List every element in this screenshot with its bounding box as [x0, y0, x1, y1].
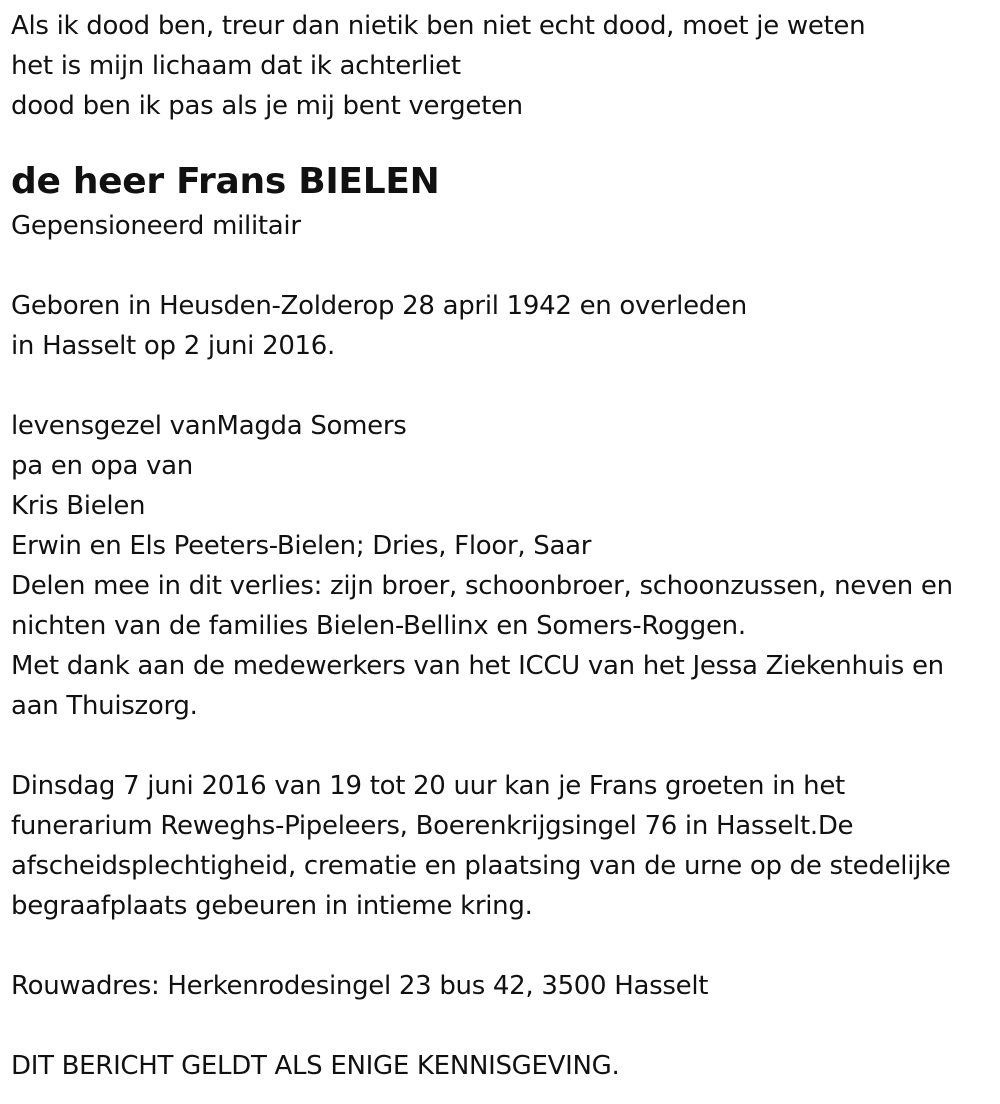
poem — [11, 6, 996, 126]
birth-death-line: Geboren in Heusden-Zolderop 28 april 1942 en overleden — [11, 291, 747, 321]
family-line: nichten van de families Bielen-Bellinx en Somers-Roggen. — [11, 611, 746, 641]
birth-death-line: in Hasselt op 2 juni 2016. — [11, 331, 336, 361]
spacer — [11, 246, 996, 286]
notice-statement: DIT BERICHT GELDT ALS ENIGE KENNISGEVING. — [11, 1051, 620, 1081]
ceremony-line: begraafplaats gebeuren in intieme kring. — [11, 891, 533, 921]
ceremony-line: funerarium Reweghs-Pipeleers, Boerenkrijgsingel 76 in Hasselt.De — [11, 811, 854, 841]
birth-death-section — [11, 286, 996, 366]
family-line: aan Thuiszorg. — [11, 691, 198, 721]
ceremony-line: afscheidsplechtigheid, crematie en plaatsing van de urne op de stedelijke — [11, 851, 951, 881]
obituary-notice — [11, 6, 996, 1086]
ceremony-line: Dinsdag 7 juni 2016 van 19 tot 20 uur kan je Frans groeten in het — [11, 771, 845, 801]
family-line: Erwin en Els Peeters-Bielen; Dries, Floor, Saar — [11, 531, 592, 561]
mourning-address: Rouwadres: Herkenrodesingel 23 bus 42, 3500 Hasselt — [11, 971, 709, 1001]
spacer — [11, 1006, 996, 1046]
family-line: Kris Bielen — [11, 491, 146, 521]
family-line: pa en opa van — [11, 451, 193, 481]
deceased-occupation: Gepensioneerd militair — [11, 211, 301, 241]
poem-line: dood ben ik pas als je mij bent vergeten — [11, 91, 523, 121]
ceremony-section — [11, 766, 996, 926]
family-line: levensgezel vanMagda Somers — [11, 411, 407, 441]
family-line: Delen mee in dit verlies: zijn broer, schoonbroer, schoonzussen, neven en — [11, 571, 953, 601]
family-section — [11, 406, 996, 726]
spacer — [11, 926, 996, 966]
deceased-name: de heer Frans BIELEN — [11, 161, 440, 202]
poem-line: het is mijn lichaam dat ik achterliet — [11, 51, 461, 81]
spacer — [11, 726, 996, 766]
spacer — [11, 366, 996, 406]
family-line: Met dank aan de medewerkers van het ICCU van het Jessa Ziekenhuis en — [11, 651, 944, 681]
poem-line: Als ik dood ben, treur dan nietik ben niet echt dood, moet je weten — [11, 11, 866, 41]
